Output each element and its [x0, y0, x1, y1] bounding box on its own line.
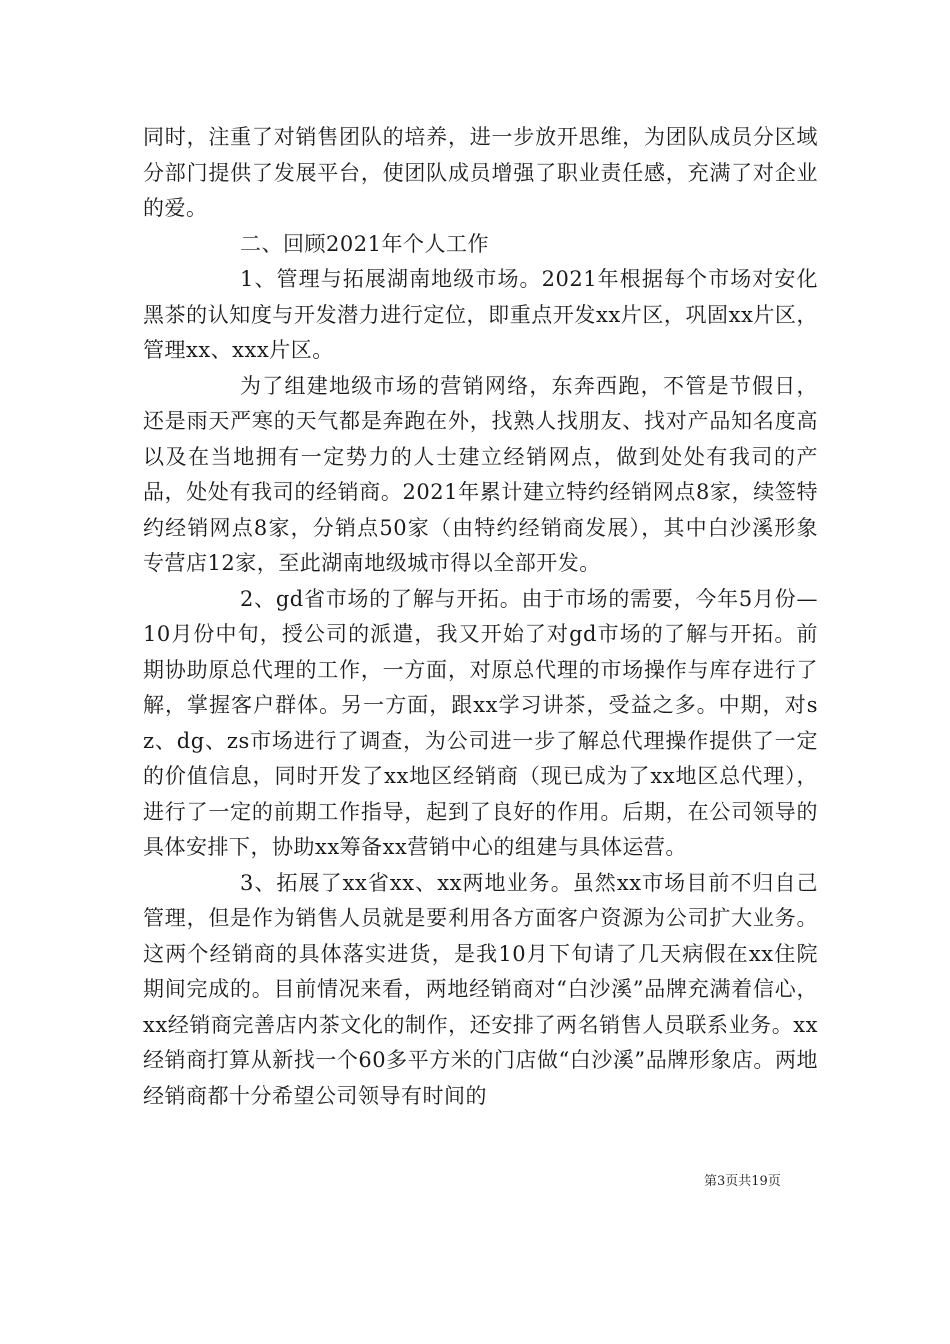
page-number: 第3页共19页 — [704, 1174, 781, 1189]
paragraph-item-2: 2、gd省市场的了解与开拓。由于市场的需要，今年5月份—10月份中旬，授公司的派遣，我又开始了对gd市场的了解与开拓。前期协助原总代理的工作，一方面，对原总代理的市场操作与库存进行了解，掌握客户群体。另一方面，跟xx学习讲茶，受益之多。中期，对sz、dg、zs市场进行了调查，为公司进一步了解总代理操作提供了一定的价值信息，同时开发了xx地区经销商（现已成为了xx地区总代理），进行了一定的前期工作指导，起到了良好的作用。后期，在公司领导的具体安排下，协助xx筹备xx营销中心的组建与具体运营。 — [143, 586, 818, 859]
document-body — [143, 120, 818, 1114]
paragraph-item-1: 1、管理与拓展湖南地级市场。2021年根据每个市场对安化黑茶的认知度与开发潜力进行定位，即重点开发xx片区，巩固xx片区，管理xx、xxx片区。 — [143, 267, 818, 362]
paragraph-item-3: 3、拓展了xx省xx、xx两地业务。虽然xx市场目前不归自己管理，但是作为销售人员就是要利用各方面客户资源为公司扩大业务。这两个经销商的具体落实进货，是我10月下旬请了几天病假在xx住院期间完成的。目前情况来看，两地经销商对“白沙溪”品牌充满着信心，xx经销商完善店内茶文化的制作，还安排了两名销售人员联系业务。xx经销商打算从新找一个60多平方米的门店做“白沙溪”品牌形象店。两地经销商都十分希望公司领导有时间的 — [143, 870, 818, 1108]
paragraph-network: 为了组建地级市场的营销网络，东奔西跑，不管是节假日，还是雨天严寒的天气都是奔跑在外，找熟人找朋友、找对产品知名度高以及在当地拥有一定势力的人士建立经销网点，做到处处有我司的产品，处处有我司的经销商。2021年累计建立特约经销网点8家，续签特约经销网点8家，分销点50家（由特约经销商发展），其中白沙溪形象专营店12家，至此湖南地级城市得以全部开发。 — [143, 373, 818, 575]
paragraph-continuation: 同时，注重了对销售团队的培养，进一步放开思维，为团队成员分区域分部门提供了发展平台，使团队成员增强了职业责任感，充满了对企业的爱。 — [143, 125, 818, 220]
section-heading: 二、回顾2021年个人工作 — [240, 231, 489, 256]
